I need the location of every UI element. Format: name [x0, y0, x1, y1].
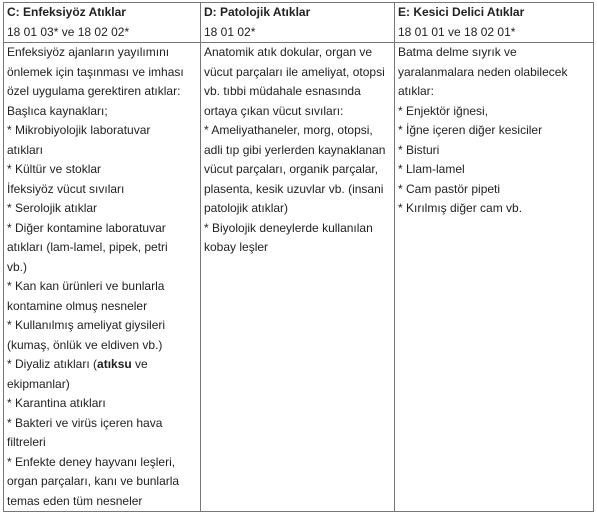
text-line: * Enjektör iğnesi,	[398, 103, 489, 118]
text-line: vb. tıbbi müdahale esnasında	[204, 84, 361, 98]
text-line: ortaya çıkan vücut sıvıları:	[204, 103, 344, 118]
text-line: Başlıca kaynakları;	[7, 103, 108, 118]
infectious-description-cell	[4, 43, 201, 512]
text-line: atıklar:	[398, 84, 435, 98]
text-line: vücut parçaları, organik parçalar,	[204, 162, 379, 176]
text-line: atıkları	[7, 142, 44, 157]
text-line: organ parçaları, kanı ve bunlarla	[7, 474, 180, 488]
text-line: kontamine olmuş nesneler	[7, 298, 148, 313]
waste-categories-table	[3, 2, 594, 512]
text-line: * Diğer kontamine laboratuvar	[7, 220, 166, 235]
text-line: * Biyolojik deneylerde kullanılan	[204, 220, 373, 235]
description-lines	[7, 375, 197, 512]
text-line: vb.)	[7, 259, 28, 274]
sharps-description-cell	[395, 43, 594, 512]
header-row	[4, 3, 594, 43]
text-line: kobay leşler	[204, 240, 269, 254]
text-line: patolojik atıklar)	[204, 201, 289, 215]
waste-code: 18 01 01 ve 18 02 01*	[398, 24, 516, 39]
text-line: * Enfekte deney hayvanı leşleri,	[7, 454, 176, 469]
column-title: D: Patolojik Atıklar	[204, 5, 311, 19]
description-lines	[204, 43, 391, 258]
text-line: * Bisturi	[398, 142, 440, 157]
waste-code: 18 01 03* ve 18 02 02*	[7, 24, 130, 39]
text-line: * Bakteri ve virüs içeren hava	[7, 415, 163, 430]
column-title: E: Kesici Delici Atıklar	[398, 5, 525, 19]
text-line: önlemek için taşınması ve imhası	[7, 64, 184, 79]
text-line: * Ameliyathaneler, morg, otopsi,	[204, 123, 373, 137]
text-line: * Kültür ve stoklar	[7, 162, 102, 176]
text-line: * Kırılmış diğer cam vb.	[398, 201, 523, 215]
content-row	[4, 43, 594, 512]
text-line: filtreleri	[7, 435, 46, 449]
text-line: * Karantina atıkları	[7, 396, 106, 410]
text-line: yaralanmalara neden olabilecek	[398, 64, 568, 79]
text-line: İfeksiyöz vücut sıvıları	[7, 181, 125, 196]
header-cell-infectious	[4, 3, 201, 43]
text-line: ekipmanlar)	[7, 376, 70, 391]
waste-code: 18 01 02*	[204, 24, 256, 39]
text-line: Batma delme sıyrık ve	[398, 45, 517, 59]
text-line: atıkları (lam-lamel, pipek, petri	[7, 240, 168, 254]
text-line: Enfeksiyöz ajanların yayılımını	[7, 45, 170, 59]
dialysis-line: * Diyaliz atıkları (atıksu ve	[7, 357, 148, 371]
text-line: plasenta, kesik uzuvlar vb. (insani	[204, 181, 384, 196]
pathological-description-cell	[201, 43, 395, 512]
header-cell-sharps	[395, 3, 594, 43]
text-line: * Kan kan ürünleri ve bunlarla	[7, 279, 165, 293]
text-line: * İğne içeren diğer kesiciler	[398, 123, 543, 137]
text-line: * Serolojik atıklar	[7, 201, 98, 215]
description-lines	[398, 43, 590, 219]
text-line: özel uygulama gerektiren atıklar:	[7, 84, 181, 98]
text-line: adli tıp gibi yerlerden kaynaklanan	[204, 142, 386, 157]
description-lines	[7, 43, 197, 355]
text-line: * Kullanılmış ameliyat giysileri	[7, 318, 166, 332]
text-line: (kumaş, önlük ve eldiven vb.)	[7, 337, 163, 352]
text-line: Anatomik atık dokular, organ ve	[204, 45, 373, 59]
text-line: * Llam-lamel	[398, 162, 465, 176]
text-line: vücut parçaları ile ameliyat, otopsi	[204, 64, 385, 79]
text-line: * Mikrobiyolojik laboratuvar	[7, 123, 151, 137]
text-line: temas eden tüm nesneler	[7, 493, 143, 508]
text-line: * Cam pastör pipeti	[398, 181, 501, 196]
header-cell-pathological	[201, 3, 395, 43]
column-title: C: Enfeksiyöz Atıklar	[7, 5, 126, 19]
